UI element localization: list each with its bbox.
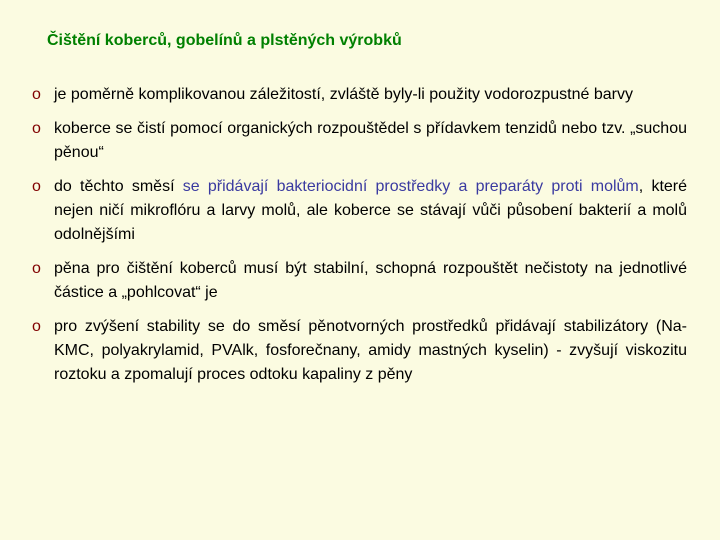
bullet-marker-icon: o	[32, 260, 41, 277]
bullet-item	[32, 83, 687, 107]
bullet-text-end: , které nejen ničí mikroflóru a larvy molů, ale koberce se stávají vůči působení bakterií a molů odolnějšími	[54, 178, 688, 243]
bullet-text: pěna pro čištění koberců musí být stabilní, schopná rozpouštět nečistoty na jednotlivé částice a „pohlcovat“ je	[54, 260, 687, 301]
bullet-item	[32, 315, 687, 387]
bullet-item	[32, 175, 687, 247]
slide-title: Čištění koberců, gobelínů a plstěných výrobků	[47, 32, 402, 49]
bullet-item	[32, 117, 687, 165]
bullet-text-highlight: se přidávají bakteriocidní prostředky a preparáty proti molům	[182, 178, 639, 195]
bullet-text: pro zvýšení stability se do směsí pěnotvorných prostředků přidávají stabilizátory (Na-KMC, polyakrylamid, PVAlk, fosforečnany, amidy mastných kyselin) - zvyšují viskozitu roztoku a zpomalují proces odtoku kapaliny z pěny	[54, 318, 687, 383]
bullet-item	[32, 257, 687, 305]
bullet-marker-icon: o	[32, 318, 41, 335]
bullet-marker-icon: o	[32, 178, 41, 195]
bullet-marker-icon: o	[32, 86, 41, 103]
bullet-list	[32, 83, 687, 397]
bullet-text: je poměrně komplikovanou záležitostí, zvláště byly-li použity vodorozpustné barvy	[54, 86, 633, 103]
bullet-text: koberce se čistí pomocí organických rozpouštědel s přídavkem tenzidů nebo tzv. „suchou pěnou“	[54, 120, 687, 161]
bullet-marker-icon: o	[32, 120, 41, 137]
bullet-text-start: do těchto směsí	[54, 178, 183, 195]
